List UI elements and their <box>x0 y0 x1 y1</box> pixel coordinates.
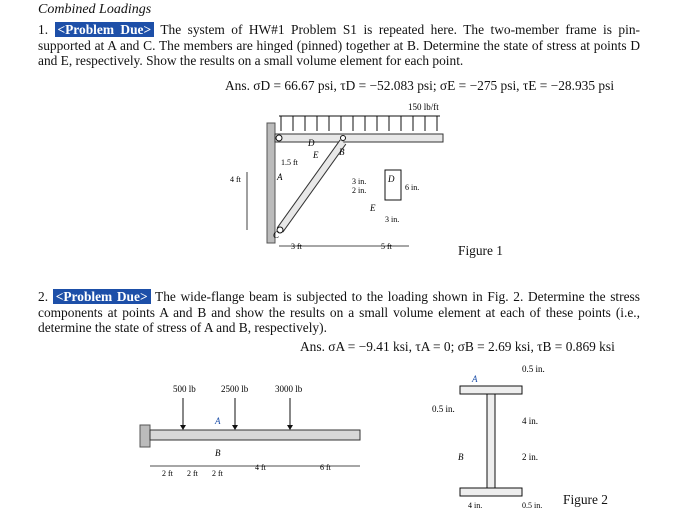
figure2-section <box>430 360 630 510</box>
fig2-bottom-t: 0.5 in. <box>522 501 543 510</box>
fig1-dim-6in: 6 in. <box>405 183 420 192</box>
fig2-label-A: A <box>215 416 221 426</box>
problem1-due-tag: <Problem Due> <box>55 22 155 37</box>
problem2-due-tag: <Problem Due> <box>53 289 151 304</box>
fig2-dim-1: 2 ft <box>162 469 173 478</box>
fig2-beam <box>150 430 360 440</box>
fig1-label-C: C <box>273 230 280 240</box>
fig1-load-arrows <box>281 116 437 131</box>
section-heading: Combined Loadings <box>38 2 152 17</box>
fig2-dim-4: 4 ft <box>255 463 266 472</box>
fig2-wall <box>140 425 150 447</box>
figure1 <box>225 98 515 258</box>
fig1-label-E: E <box>313 150 319 160</box>
fig1-section-D: D <box>388 174 395 184</box>
figure2-beam <box>135 378 375 488</box>
fig1-dim-span1: 3 ft <box>291 242 302 251</box>
fig2-load1: 500 lb <box>173 384 196 394</box>
fig1-dim-offset: 1.5 ft <box>281 158 298 167</box>
fig1-dim-height: 4 ft <box>230 175 241 184</box>
fig1-label-D: D <box>308 138 315 148</box>
fig2-dim-3: 2 ft <box>212 469 223 478</box>
fig2-lower: 2 in. <box>522 452 539 462</box>
fig1-label-B: B <box>339 147 345 157</box>
fig1-wall <box>267 123 275 243</box>
fig1-dim-3in-b: 3 in. <box>385 215 400 224</box>
figure2-caption: Figure 2 <box>563 492 609 507</box>
fig2-load2: 2500 lb <box>221 384 249 394</box>
fig1-label-A: A <box>277 172 283 182</box>
fig2-dim-2: 2 ft <box>187 469 198 478</box>
problem1-text: The system of HW#1 Problem S1 is repeated here. The two-member frame is pin-supported at A and C. The members are hinged (pinned) together at B. Determine the state of stress at points D and E, respectively. Show the results on a small volume element for each point. <box>38 22 640 68</box>
problem2-text: The wide-flange beam is subjected to the loading shown in Fig. 2. Determine the stress components at points A and B and show the results on a small volume element at each of these points (i.e., determine the state of stress of A and B, respectively). <box>38 289 640 335</box>
fig2-upper: 4 in. <box>522 416 539 426</box>
problem1-number: 1. <box>38 22 49 37</box>
fig1-section-E: E <box>370 203 376 213</box>
fig1-beam <box>275 134 443 142</box>
fig2-load3: 3000 lb <box>275 384 303 394</box>
fig2-web-t: 0.5 in. <box>432 404 455 414</box>
problem2-paragraph <box>38 289 640 336</box>
fig2-dim-5: 6 ft <box>320 463 331 472</box>
fig1-dim-span2: 5 ft <box>381 242 392 251</box>
fig2-section-B: B <box>458 452 464 462</box>
problem2-number: 2. <box>38 289 49 304</box>
problem1-answer: Ans. σD = 66.67 psi, τD = −52.083 psi; σE = −275 psi, τE = −28.935 psi <box>225 78 615 93</box>
fig2-width: 4 in. <box>468 501 483 510</box>
fig1-dim-3in: 3 in. <box>352 177 367 186</box>
fig1-dim-2in: 2 in. <box>352 186 367 195</box>
figure1-caption: Figure 1 <box>458 243 504 258</box>
fig2-label-B: B <box>215 448 221 458</box>
fig2-flange-t: 0.5 in. <box>522 364 545 374</box>
problem2-answer: Ans. σA = −9.41 ksi, τA = 0; σB = 2.69 ksi, τB = 0.869 ksi <box>300 339 615 354</box>
fig1-load-label: 150 lb/ft <box>408 102 439 112</box>
problem1-paragraph <box>38 22 640 69</box>
fig2-section-A: A <box>472 374 478 384</box>
